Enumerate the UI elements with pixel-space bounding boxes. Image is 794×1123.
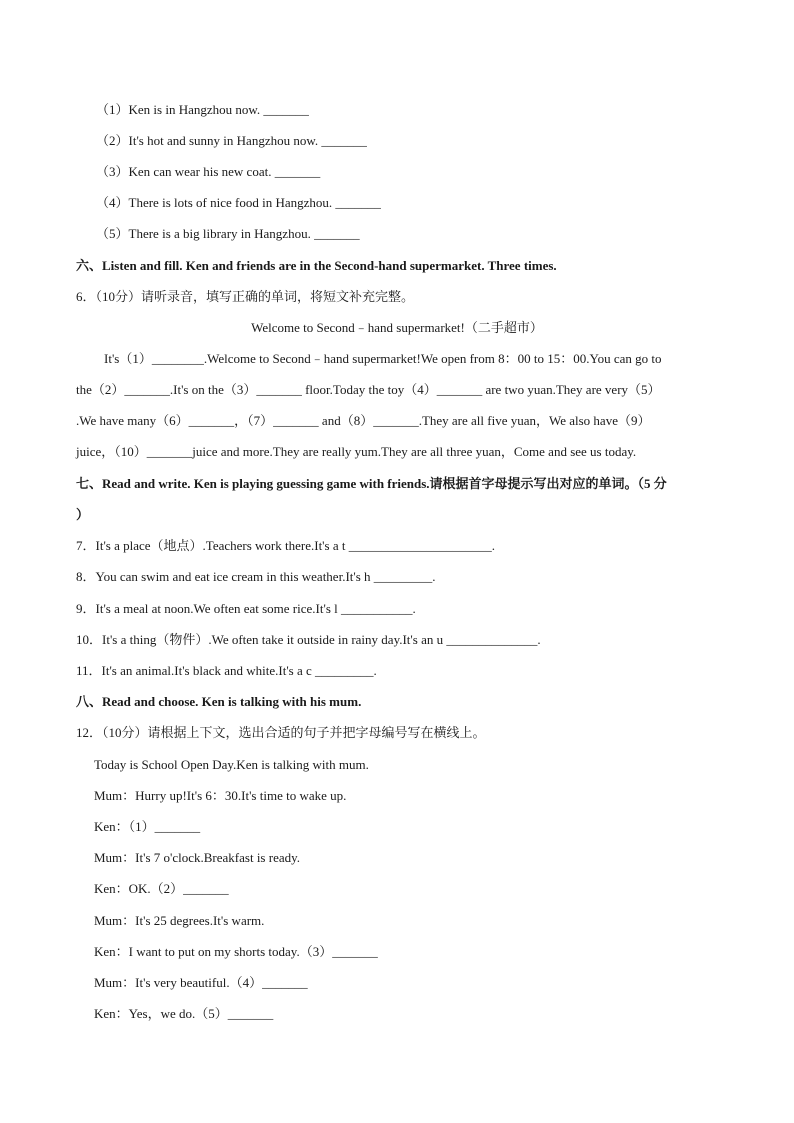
passage-line-2: the（2）_______.It's on the（3）_______ floor.Today the toy（4）_______ are two yuan.They are very（5）	[76, 382, 661, 397]
dialogue-line-7: Mum：It's very beautiful.（4）_______	[94, 975, 308, 990]
statement-text: Ken is in Hangzhou now. _______	[128, 102, 309, 117]
statement-4	[96, 194, 381, 212]
section-heading-7: 七、Read and write. Ken is playing guessing game with friends.请根据首字母提示写出对应的单词。（5 分	[76, 476, 667, 491]
section-heading-8: 八、Read and choose. Ken is talking with his mum.	[76, 694, 362, 709]
dialogue-line-1: Mum：Hurry up!It's 6：30.It's time to wake up.	[94, 788, 347, 803]
dialogue-line-8: Ken：Yes，we do.（5）_______	[94, 1006, 274, 1021]
statement-number: （5）	[96, 226, 129, 241]
question-8: 8．You can swim and eat ice cream in this weather.It's h _________.	[76, 569, 436, 584]
question-12-prompt: 12．（10分）请根据上下文，选出合适的句子并把字母编号写在横线上。	[76, 725, 486, 740]
question-7: 7．It's a place（地点）.Teachers work there.It's a t ______________________.	[76, 538, 495, 553]
section-heading-7-cont: ）	[76, 507, 90, 522]
passage-line-3: .We have many（6）_______，（7）_______ and（8）_______.They are all five yuan，We also have（9）	[76, 413, 651, 428]
statement-1	[96, 101, 309, 119]
passage-line-1: It's（1）________.Welcome to Second﹣hand supermarket!We open from 8：00 to 15：00.You can go to	[104, 351, 662, 366]
statement-text: It's hot and sunny in Hangzhou now. _______	[128, 133, 367, 148]
dialogue-intro: Today is School Open Day.Ken is talking with mum.	[94, 757, 369, 772]
statement-number: （2）	[96, 133, 129, 148]
statement-5	[96, 225, 360, 243]
statement-number: （4）	[96, 195, 129, 210]
question-9: 9．It's a meal at noon.We often eat some rice.It's l ___________.	[76, 601, 416, 616]
passage-title: Welcome to Second﹣hand supermarket!（二手超市）	[251, 320, 543, 335]
dialogue-line-5: Mum：It's 25 degrees.It's warm.	[94, 913, 265, 928]
passage-line-4: juice，（10）_______juice and more.They are really yum.They are all three yuan，Come and see us today.	[76, 444, 637, 459]
dialogue-line-4: Ken：OK.（2）_______	[94, 881, 229, 896]
statement-number: （1）	[96, 102, 129, 117]
dialogue-line-3: Mum：It's 7 o'clock.Breakfast is ready.	[94, 850, 301, 865]
question-10: 10．It's a thing（物件）.We often take it outside in rainy day.It's an u ______________.	[76, 632, 541, 647]
dialogue-line-6: Ken：I want to put on my shorts today.（3）_______	[94, 944, 378, 959]
question-6-prompt: 6．（10分）请听录音，填写正确的单词，将短文补充完整。	[76, 289, 415, 304]
statement-2	[96, 132, 367, 150]
statement-text: Ken can wear his new coat. _______	[128, 164, 321, 179]
section-heading-6: 六、Listen and fill. Ken and friends are in the Second-hand supermarket. Three times.	[76, 258, 557, 273]
question-11: 11．It's an animal.It's black and white.It's a c _________.	[76, 663, 377, 678]
statement-number: （3）	[96, 164, 129, 179]
statement-text: There is lots of nice food in Hangzhou. _______	[128, 195, 381, 210]
statement-3	[96, 163, 320, 181]
dialogue-line-2: Ken：（1）_______	[94, 819, 201, 834]
statement-text: There is a big library in Hangzhou. _______	[128, 226, 360, 241]
